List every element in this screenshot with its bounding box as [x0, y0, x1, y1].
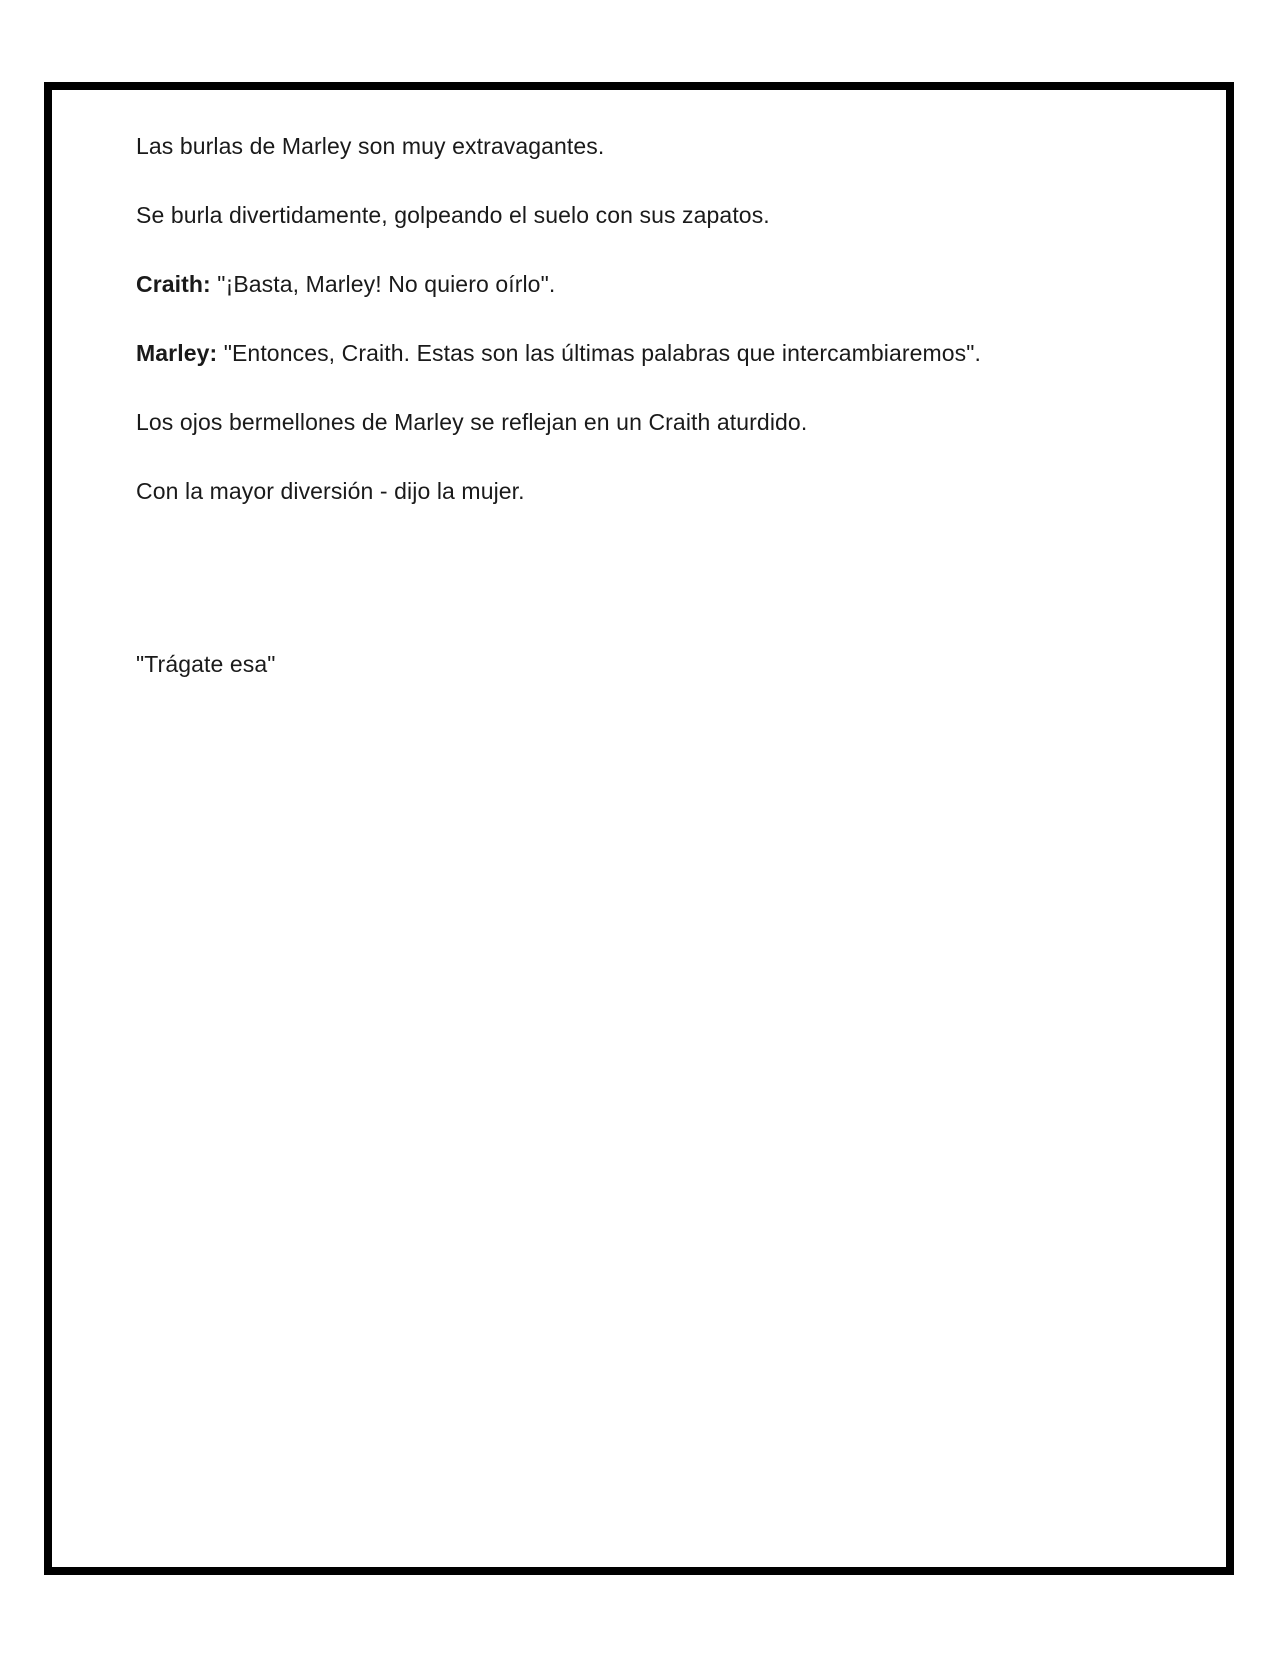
narration-line — [136, 131, 604, 161]
narration-text: Con la mayor diversión - dijo la mujer. — [136, 478, 525, 504]
quote-text: "Trágate esa" — [136, 651, 276, 677]
narration-line — [136, 476, 525, 506]
narration-line — [136, 407, 807, 437]
dialogue-line-marley — [136, 338, 981, 368]
narration-line — [136, 200, 770, 230]
dialogue-line-craith — [136, 269, 555, 299]
quote-line — [136, 649, 276, 679]
speaker-name: Craith: — [136, 271, 211, 297]
page-frame — [44, 82, 1234, 1575]
narration-text: Los ojos bermellones de Marley se reflejan en un Craith aturdido. — [136, 409, 808, 435]
narration-text: Las burlas de Marley son muy extravagantes. — [136, 133, 605, 159]
narration-text: Se burla divertidamente, golpeando el suelo con sus zapatos. — [136, 202, 770, 228]
dialogue-text: "Entonces, Craith. Estas son las últimas palabras que intercambiaremos". — [217, 340, 982, 366]
speaker-name: Marley: — [136, 340, 218, 366]
dialogue-text: "¡Basta, Marley! No quiero oírlo". — [210, 271, 556, 297]
